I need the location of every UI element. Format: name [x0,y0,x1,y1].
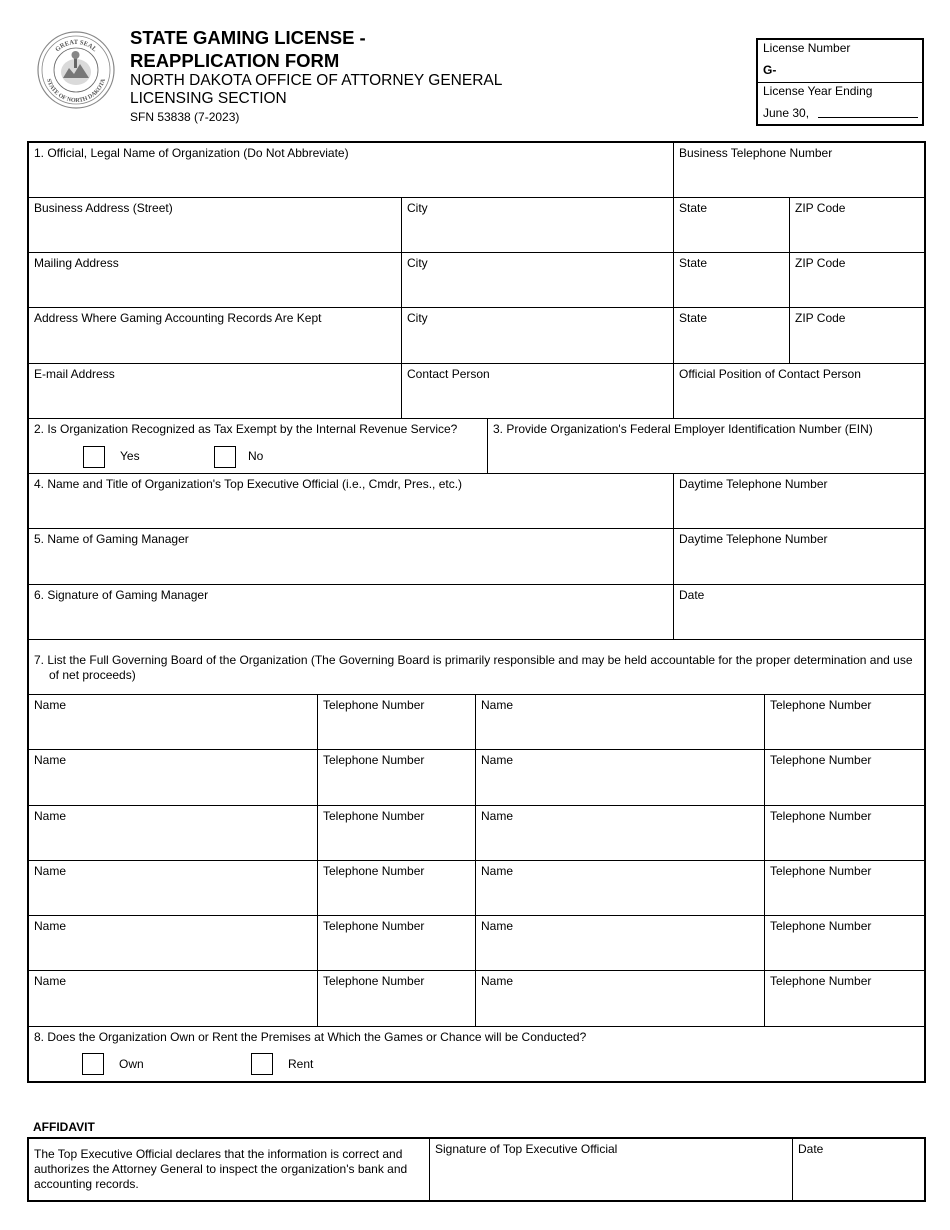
affidavit-statement-cell [29,1139,430,1200]
mailing-state-label: State [679,256,708,270]
contact-person-label: Contact Person [407,367,490,381]
business-state-label: State [679,201,708,215]
board-name-field[interactable] [476,916,765,971]
board-name-field[interactable] [476,861,765,916]
board-phone-field[interactable] [318,750,476,806]
board-phone-field[interactable] [318,971,476,1027]
business-state-field[interactable] [674,198,790,253]
affidavit-date-field[interactable] [793,1139,924,1200]
executive-signature-field[interactable] [430,1139,793,1200]
license-box-divider [758,82,922,83]
board-phone-field[interactable] [765,971,924,1027]
business-city-field[interactable] [402,198,674,253]
mailing-zip-field[interactable] [790,253,924,308]
mailing-city-label: City [407,256,428,270]
records-zip-field[interactable] [790,308,924,364]
board-name-field[interactable] [29,861,318,916]
ein-field[interactable] [488,419,924,474]
form-title-line2: REAPPLICATION FORM [130,50,340,71]
board-name-field[interactable] [29,750,318,806]
board-name-field[interactable] [29,806,318,861]
affidavit-statement: The Top Executive Official declares that the information is correct and authorizes the Attorney General to inspect the organization's bank and accounting records. [34,1147,408,1191]
section-name: LICENSING SECTION [130,90,287,107]
contact-position-field[interactable] [674,364,924,419]
gaming-manager-date-field[interactable] [674,585,924,640]
premises-rent-checkbox[interactable] [251,1053,273,1075]
email-field[interactable] [29,364,402,419]
affidavit-date-label: Date [798,1142,824,1156]
board-name-label: Name [481,753,514,767]
business-phone-label: Business Telephone Number [679,146,833,160]
seal-top-text: GREAT SEAL [54,38,98,54]
board-phone-label: Telephone Number [770,698,872,712]
board-phone-label: Telephone Number [770,809,872,823]
board-name-label: Name [481,974,514,988]
board-phone-field[interactable] [318,861,476,916]
board-name-field[interactable] [476,806,765,861]
records-address-label: Address Where Gaming Accounting Records Are Kept [34,311,322,325]
board-phone-label: Telephone Number [323,809,425,823]
seal-bottom-text: STATE OF NORTH DAKOTA [44,78,108,105]
premises-own-label: Own [119,1057,144,1071]
business-address-field[interactable] [29,198,402,253]
license-number-label: License Number [763,41,851,55]
license-year-ending-field[interactable] [818,117,918,118]
mailing-state-field[interactable] [674,253,790,308]
board-name-field[interactable] [476,971,765,1027]
state-seal-icon [36,30,116,110]
board-phone-field[interactable] [765,861,924,916]
mailing-city-field[interactable] [402,253,674,308]
form-title-line1: STATE GAMING LICENSE - [130,27,366,48]
records-city-label: City [407,311,428,325]
premises-own-checkbox[interactable] [82,1053,104,1075]
board-phone-field[interactable] [765,916,924,971]
license-year-ending-label: License Year Ending [763,84,873,98]
board-name-field[interactable] [29,971,318,1027]
tax-exempt-yes-label: Yes [120,449,140,463]
license-year-ending-prefix: June 30, [763,106,810,120]
tax-exempt-no-label: No [248,449,264,463]
tax-exempt-question [29,419,488,474]
board-name-label: Name [34,753,67,767]
board-phone-field[interactable] [765,806,924,861]
affidavit-title: AFFIDAVIT [33,1120,95,1134]
records-zip-label: ZIP Code [795,311,846,325]
application-form [27,141,926,1083]
board-name-label: Name [481,864,514,878]
board-name-label: Name [481,919,514,933]
top-executive-phone-field[interactable] [674,474,924,529]
tax-exempt-yes-checkbox[interactable] [83,446,105,468]
business-address-label: Business Address (Street) [34,201,173,215]
board-phone-label: Telephone Number [323,974,425,988]
board-phone-field[interactable] [318,806,476,861]
board-name-field[interactable] [29,695,318,750]
board-phone-label: Telephone Number [770,753,872,767]
premises-question [29,1027,924,1081]
gaming-manager-field[interactable] [29,529,674,585]
executive-signature-label: Signature of Top Executive Official [435,1142,618,1156]
board-name-label: Name [34,974,67,988]
business-zip-label: ZIP Code [795,201,846,215]
governing-board-header [29,640,924,695]
premises-rent-label: Rent [288,1057,314,1071]
board-phone-label: Telephone Number [323,698,425,712]
records-address-field[interactable] [29,308,402,364]
board-phone-label: Telephone Number [770,919,872,933]
board-name-field[interactable] [476,750,765,806]
board-name-field[interactable] [476,695,765,750]
board-name-label: Name [34,919,67,933]
gaming-manager-label: 5. Name of Gaming Manager [34,532,189,546]
contact-person-field[interactable] [402,364,674,419]
org-name-label: 1. Official, Legal Name of Organization (Do Not Abbreviate) [34,146,349,160]
records-city-field[interactable] [402,308,674,364]
top-executive-phone-label: Daytime Telephone Number [679,477,828,491]
board-phone-field[interactable] [318,695,476,750]
board-phone-field[interactable] [765,695,924,750]
tax-exempt-no-checkbox[interactable] [214,446,236,468]
tax-exempt-label: 2. Is Organization Recognized as Tax Exempt by the Internal Revenue Service? [34,422,458,436]
gaming-manager-signature-label: 6. Signature of Gaming Manager [34,588,209,602]
top-executive-field[interactable] [29,474,674,529]
form-number: SFN 53838 (7-2023) [130,110,240,124]
board-name-label: Name [34,809,67,823]
board-name-label: Name [481,809,514,823]
business-phone-field[interactable] [674,143,924,198]
gaming-manager-phone-label: Daytime Telephone Number [679,532,828,546]
license-number-field[interactable]: G- [763,63,777,77]
board-phone-label: Telephone Number [323,753,425,767]
business-city-label: City [407,201,428,215]
board-name-label: Name [34,698,67,712]
license-box [756,38,924,126]
board-name-label: Name [481,698,514,712]
mailing-address-label: Mailing Address [34,256,119,270]
business-zip-field[interactable] [790,198,924,253]
ein-label: 3. Provide Organization's Federal Employer Identification Number (EIN) [493,422,873,436]
mailing-zip-label: ZIP Code [795,256,846,270]
top-executive-label: 4. Name and Title of Organization's Top Executive Official (i.e., Cmdr, Pres., etc.) [34,477,463,491]
gaming-manager-signature-field[interactable] [29,585,674,640]
office-name: NORTH DAKOTA OFFICE OF ATTORNEY GENERAL [130,72,503,89]
governing-board-label: 7. List the Full Governing Board of the Organization (The Governing Board is primarily responsible and may be held accountable for the proper determination and use of net proceeds) [34,653,913,682]
board-phone-field[interactable] [765,750,924,806]
org-name-field[interactable] [29,143,674,198]
board-phone-label: Telephone Number [770,974,872,988]
premises-label: 8. Does the Organization Own or Rent the Premises at Which the Games or Chance will be Conducted? [34,1030,587,1044]
mailing-address-field[interactable] [29,253,402,308]
contact-position-label: Official Position of Contact Person [679,367,861,381]
email-label: E-mail Address [34,367,115,381]
gaming-manager-phone-field[interactable] [674,529,924,585]
board-phone-label: Telephone Number [770,864,872,878]
affidavit-box [27,1137,926,1202]
board-name-field[interactable] [29,916,318,971]
board-name-label: Name [34,864,67,878]
records-state-field[interactable] [674,308,790,364]
board-phone-label: Telephone Number [323,864,425,878]
gaming-manager-date-label: Date [679,588,705,602]
board-phone-label: Telephone Number [323,919,425,933]
board-phone-field[interactable] [318,916,476,971]
records-state-label: State [679,311,708,325]
